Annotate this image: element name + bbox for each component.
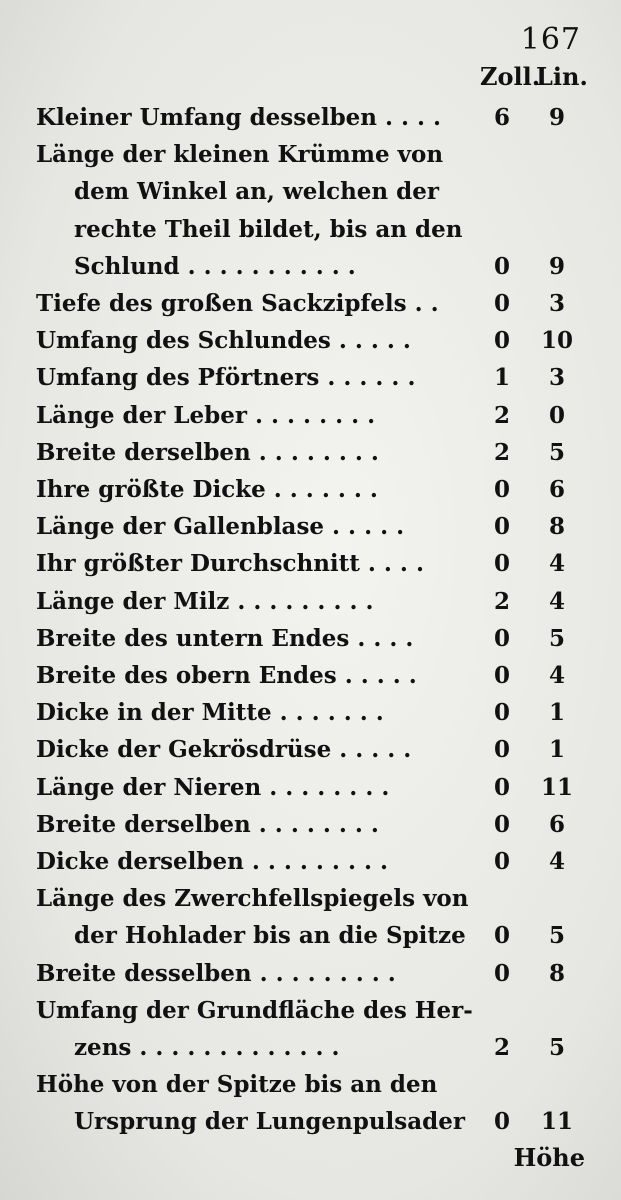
value-lin: 1: [548, 736, 565, 764]
value-zoll: 1: [493, 364, 510, 392]
row-label: Länge der Milz . . . . . . . . .: [36, 587, 374, 615]
row-label: Ihre größte Dicke . . . . . . .: [36, 476, 378, 503]
value-zoll: 0: [493, 624, 510, 652]
value-lin: 11: [540, 773, 573, 801]
value-zoll: 0: [493, 1108, 510, 1136]
catchword: Höhe: [513, 1143, 585, 1172]
value-lin: 3: [548, 364, 565, 392]
value-zoll: 6: [493, 104, 510, 131]
row-label: dem Winkel an, welchen der: [74, 178, 439, 206]
value-lin: 4: [548, 662, 565, 689]
value-lin: 3: [548, 290, 565, 317]
row-label: Umfang des Schlundes . . . . .: [36, 327, 411, 355]
value-lin: 4: [548, 848, 565, 875]
value-lin: 5: [548, 1033, 565, 1061]
value-zoll: 0: [493, 810, 510, 838]
value-zoll: 0: [493, 736, 510, 764]
value-lin: 5: [548, 624, 565, 652]
row-label: Umfang des Pförtners . . . . . .: [36, 364, 416, 392]
value-lin: 9: [548, 104, 565, 131]
row-label: Breite des untern Endes . . . .: [36, 624, 414, 652]
value-lin: 0: [548, 401, 565, 429]
row-label: zens . . . . . . . . . . . . .: [74, 1033, 340, 1061]
row-label: Dicke der Gekrösdrüse . . . . .: [36, 736, 412, 764]
row-label: Umfang der Grundfläche des Her-: [36, 996, 473, 1024]
row-label: der Hohlader bis an die Spitze: [74, 922, 466, 950]
value-zoll: 0: [493, 959, 510, 987]
column-header-lin: Lin.: [536, 62, 588, 91]
row-label: Ihr größter Durchschnitt . . . .: [36, 550, 424, 578]
row-label: Kleiner Umfang desselben . . . .: [36, 104, 442, 131]
value-lin: 1: [548, 699, 565, 727]
row-label: Dicke in der Mitte . . . . . . .: [36, 699, 384, 727]
row-label: Ursprung der Lungenpulsader: [74, 1108, 465, 1136]
value-zoll: 0: [493, 327, 510, 355]
value-lin: 8: [548, 513, 565, 541]
row-label: Länge der Leber . . . . . . . .: [36, 401, 376, 429]
value-zoll: 2: [493, 438, 510, 466]
value-lin: 6: [548, 810, 565, 838]
value-lin: 11: [540, 1108, 573, 1136]
value-zoll: 2: [493, 1033, 510, 1061]
value-lin: 5: [548, 438, 565, 466]
value-zoll: 0: [493, 290, 510, 317]
value-zoll: 0: [493, 922, 510, 950]
column-headers: [480, 62, 590, 92]
value-zoll: 2: [493, 587, 510, 615]
page-number: 167: [520, 22, 581, 57]
value-zoll: 0: [493, 513, 510, 541]
row-label: rechte Theil bildet, bis an den: [74, 215, 463, 243]
value-lin: 6: [548, 476, 565, 503]
value-zoll: 2: [493, 401, 510, 429]
row-label: Länge der kleinen Krümme von: [36, 141, 444, 169]
value-zoll: 0: [493, 773, 510, 801]
row-label: Länge des Zwerchfellspiegels von: [36, 885, 469, 913]
value-lin: 10: [540, 327, 573, 355]
row-label: Schlund . . . . . . . . . . .: [74, 252, 356, 280]
value-lin: 5: [548, 922, 565, 950]
row-label: Höhe von der Spitze bis an den: [36, 1071, 438, 1099]
value-lin: 8: [548, 959, 565, 987]
value-zoll: 0: [493, 476, 510, 503]
value-zoll: 0: [493, 662, 510, 689]
row-label: Breite derselben . . . . . . . .: [36, 438, 379, 466]
value-zoll: 0: [493, 252, 510, 280]
value-zoll: 0: [493, 699, 510, 727]
value-lin: 4: [548, 550, 565, 578]
row-label: Tiefe des großen Sackzipfels . .: [36, 290, 439, 317]
value-zoll: 0: [493, 550, 510, 578]
value-lin: 9: [548, 252, 565, 280]
column-header-zoll: Zoll.: [480, 62, 541, 91]
row-label: Dicke derselben . . . . . . . . .: [36, 848, 388, 875]
row-label: Länge der Nieren . . . . . . . .: [36, 773, 390, 801]
row-label: Breite des obern Endes . . . . .: [36, 662, 417, 689]
row-label: Breite derselben . . . . . . . .: [36, 810, 379, 838]
value-lin: 4: [548, 587, 565, 615]
value-zoll: 0: [493, 848, 510, 875]
row-label: Länge der Gallenblase . . . . .: [36, 513, 405, 541]
row-label: Breite desselben . . . . . . . . .: [36, 959, 396, 987]
